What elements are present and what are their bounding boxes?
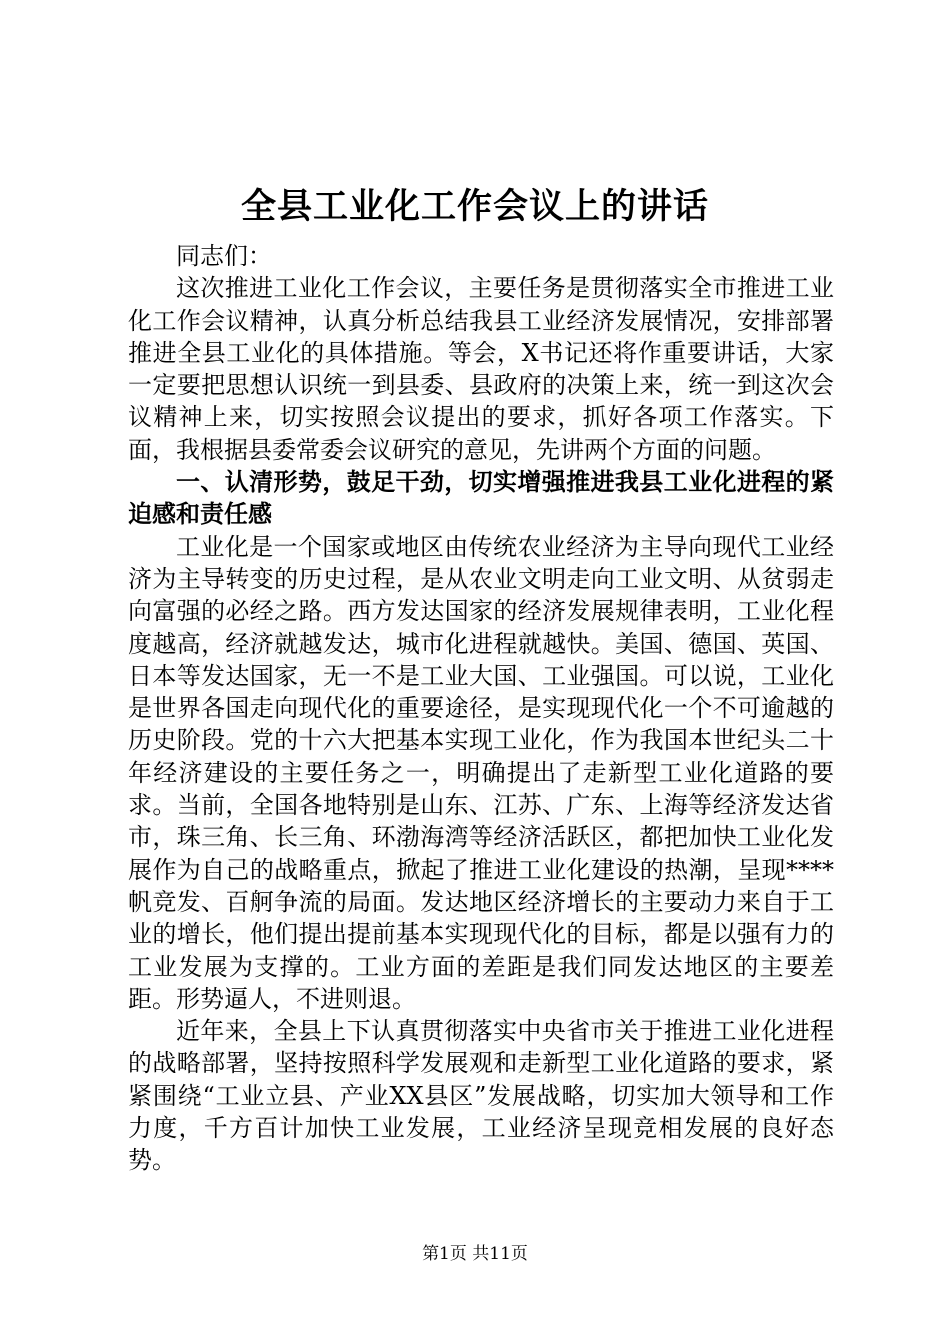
salutation: 同志们： — [176, 242, 272, 270]
document-title: 全县工业化工作会议上的讲话 — [240, 186, 709, 227]
section-paragraph-2: 近年来，全县上下认真贯彻落实中央省市关于推进工业化进程的战略部署，坚持按照科学发展观和走新型工业化道路的要求，紧紧围绕“工业立县、产业XX县区”发展战略，切实加大领导和工作力度，千方百计加快工业发展，工业经济呈现竞相发展的良好态势。 — [128, 1017, 834, 1175]
intro-paragraph: 这次推进工业化工作会议，主要任务是贯彻落实全市推进工业化工作会议精神，认真分析总结我县工业经济发展情况，安排部署推进全县工业化的具体措施。等会，X书记还将作重要讲话，大家一定要把思想认识统一到县委、县政府的决策上来，统一到这次会议精神上来，切实按照会议提出的要求，抓好各项工作落实。下面，我根据县委常委会议研究的意见，先讲两个方面的问题。 — [128, 274, 834, 464]
document-body — [128, 240, 834, 1177]
page-footer: 第1页 共11页 — [422, 1244, 528, 1264]
section-paragraph-1: 工业化是一个国家或地区由传统农业经济为主导向现代工业经济为主导转变的历史过程，是从农业文明走向工业文明、从贫弱走向富强的必经之路。西方发达国家的经济发展规律表明，工业化程度越高，经济就越发达，城市化进程就越快。美国、德国、英国、日本等发达国家，无一不是工业大国、工业强国。可以说，工业化是世界各国走向现代化的重要途径，是实现现代化一个不可逾越的历史阶段。党的十六大把基本实现工业化，作为我国本世纪头二十年经济建设的主要任务之一，明确提出了走新型工业化道路的要求。当前，全国各地特别是山东、江苏、广东、上海等经济发达省市，珠三角、长三角、环渤海湾等经济活跃区，都把加快工业化发展作为自己的战略重点，掀起了推进工业化建设的热潮，呈现****帆竞发、百舸争流的局面。发达地区经济增长的主要动力来自于工业的增长，他们提出提前基本实现现代化的目标，都是以强有力的工业发展为支撑的。工业方面的差距是我们同发达地区的主要差距。形势逼人，不进则退。 — [128, 532, 834, 1013]
section-heading: 一、认清形势，鼓足干劲，切实增强推进我县工业化进程的紧迫感和责任感 — [128, 468, 834, 529]
